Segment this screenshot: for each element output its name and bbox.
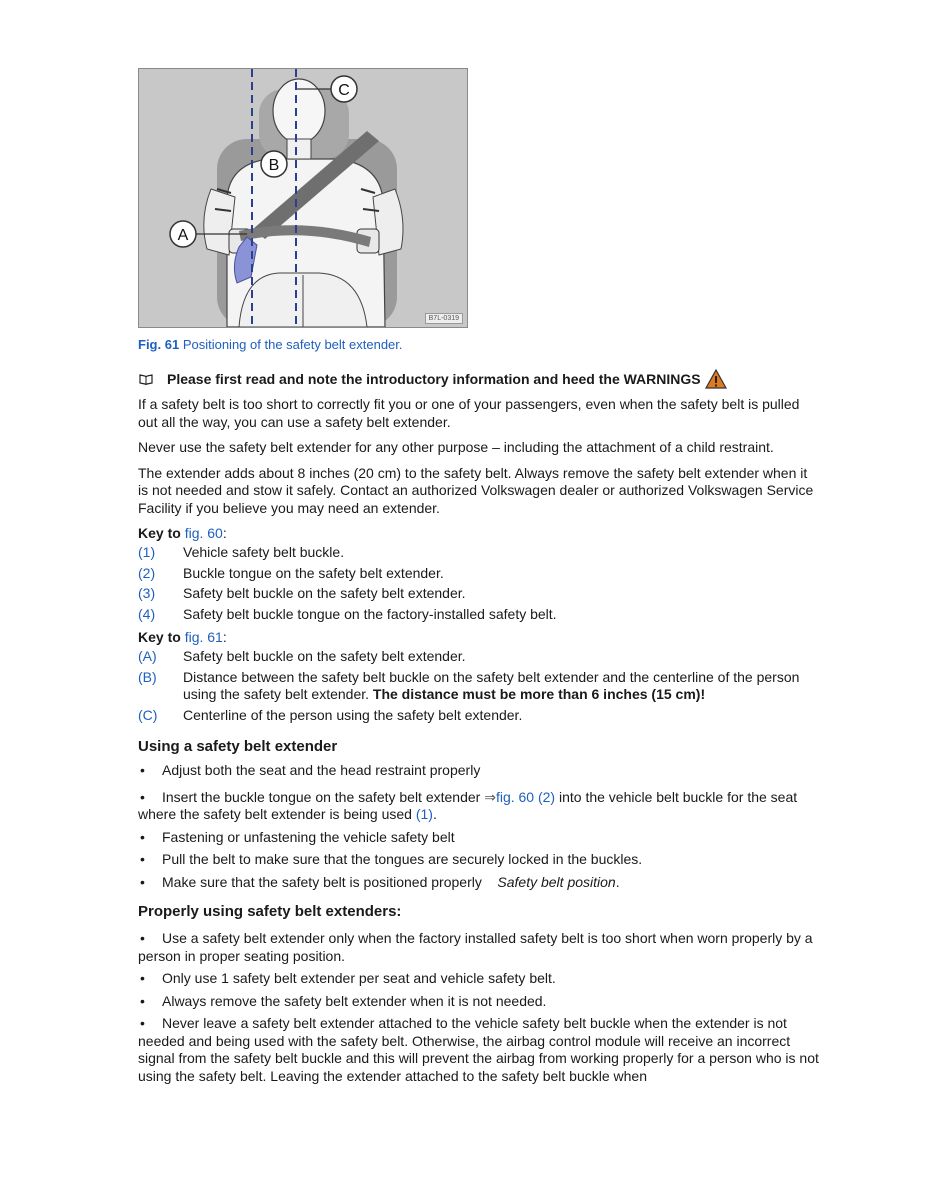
using-list bbox=[138, 762, 820, 891]
key-60-item: (2) Buckle tongue on the safety belt extender. bbox=[138, 564, 444, 581]
proper-list bbox=[138, 930, 820, 1085]
list-item: • Make sure that the safety belt is positioned properly Safety belt position. bbox=[140, 873, 620, 890]
bullet-dot: • bbox=[140, 930, 145, 946]
svg-text:B: B bbox=[268, 157, 280, 174]
paragraph-1: If a safety belt is too short to correctly fit you or one of your passengers, even when the safety belt is pulled out all the way, you can use a safety belt extender. bbox=[138, 396, 800, 430]
paragraph-2: Never use the safety belt extender for any other purpose – including the attachment of a child restraint. bbox=[138, 439, 774, 455]
intro-notice bbox=[138, 369, 820, 389]
intro-text: Please first read and note the introductory information and heed the WARNINGS bbox=[167, 370, 701, 387]
arrow-icon: ⇒ bbox=[484, 788, 496, 805]
figure-caption bbox=[138, 337, 820, 353]
distance-warning: The distance must be more than 6 inches (15 cm)! bbox=[372, 686, 706, 702]
seat-belt-illustration bbox=[139, 69, 467, 327]
key-61-item-c: (C) Centerline of the person using the safety belt extender. bbox=[138, 706, 523, 723]
svg-text:A: A bbox=[177, 227, 189, 244]
bullet-dot: • bbox=[140, 873, 145, 890]
fig-60-link[interactable]: fig. 60 bbox=[184, 525, 223, 541]
fig-60-2-link[interactable]: fig. 60 (2) bbox=[495, 788, 556, 805]
key-60-list bbox=[138, 544, 820, 623]
bullet-dot: • bbox=[140, 828, 145, 845]
list-item: • Adjust both the seat and the head restraint properly bbox=[140, 762, 481, 778]
key-61-item-a: (A) Safety belt buckle on the safety belt extender. bbox=[138, 648, 466, 664]
list-item: • Never leave a safety belt extender attached to the vehicle safety belt buckle when the extender is not needed and being used with the safety belt. Otherwise, the airbag control module will receive an incorrect signal from the safety belt buckle and this will prevent the airbag from working properly for a person who is not using the safety belt. Leaving the extender attached to the safety belt buckle when bbox=[138, 1015, 819, 1084]
book-icon bbox=[139, 374, 153, 385]
list-item: • Use a safety belt extender only when the factory installed safety belt is too short when worn properly by a person in proper seating position. bbox=[138, 930, 813, 964]
key-60-item: (4) Safety belt buckle tongue on the factory-installed safety belt. bbox=[138, 605, 557, 622]
warning-triangle-icon[interactable] bbox=[705, 369, 727, 389]
figure-61 bbox=[138, 68, 468, 328]
key-60-title: Key to fig. 60: bbox=[138, 525, 227, 541]
bullet-dot: • bbox=[140, 762, 145, 778]
key-61-list bbox=[138, 648, 820, 724]
section-title-using: Using a safety belt extender bbox=[138, 738, 338, 755]
figure-code: B7L-0319 bbox=[425, 313, 463, 324]
key-61-title: Key to fig. 61: bbox=[138, 629, 227, 645]
figure-number: Fig. 61 bbox=[138, 337, 180, 352]
figure-caption-text: Positioning of the safety belt extender. bbox=[182, 337, 403, 352]
paragraph-3: The extender adds about 8 inches (20 cm) to the safety belt. Always remove the safety belt extender when it is not needed and stow it safely. Contact an authorized Volkswagen dealer or authorized Volkswagen Service Facility if you believe you may need an extender. bbox=[138, 464, 814, 516]
manual-page bbox=[138, 68, 820, 1090]
section-title-proper: Properly using safety belt extenders: bbox=[138, 903, 402, 920]
list-item: • Insert the buckle tongue on the safety belt extender ⇒fig. 60 (2) into the vehicle belt buckle for the seat where the safety belt extender is being used (1). bbox=[138, 788, 798, 822]
list-item: • Always remove the safety belt extender when it is not needed. bbox=[140, 992, 547, 1009]
bullet-dot: • bbox=[140, 788, 145, 805]
key-60-item: (1) Vehicle safety belt buckle. bbox=[138, 544, 345, 560]
key-61-item-b: (B) Distance between the safety belt buckle on the safety belt extender and the centerline of the person using the safety belt extender. The distance must be more than 6 inches (15 cm)! bbox=[138, 668, 800, 702]
list-item: • Fastening or unfastening the vehicle safety belt bbox=[140, 828, 455, 845]
bullet-dot: • bbox=[140, 992, 145, 1009]
bullet-dot: • bbox=[140, 1015, 145, 1031]
list-item: • Pull the belt to make sure that the tongues are securely locked in the buckles. bbox=[140, 851, 643, 867]
fig-61-link[interactable]: fig. 61 bbox=[184, 629, 223, 645]
key-60-item: (3) Safety belt buckle on the safety belt extender. bbox=[138, 585, 466, 601]
key-1-link[interactable]: (1) bbox=[415, 806, 433, 822]
svg-text:C: C bbox=[338, 82, 350, 99]
bullet-dot: • bbox=[140, 970, 145, 986]
bullet-dot: • bbox=[140, 851, 145, 867]
safety-belt-position-ref[interactable]: Safety belt position bbox=[497, 873, 616, 890]
list-item: • Only use 1 safety belt extender per seat and vehicle safety belt. bbox=[140, 970, 556, 986]
